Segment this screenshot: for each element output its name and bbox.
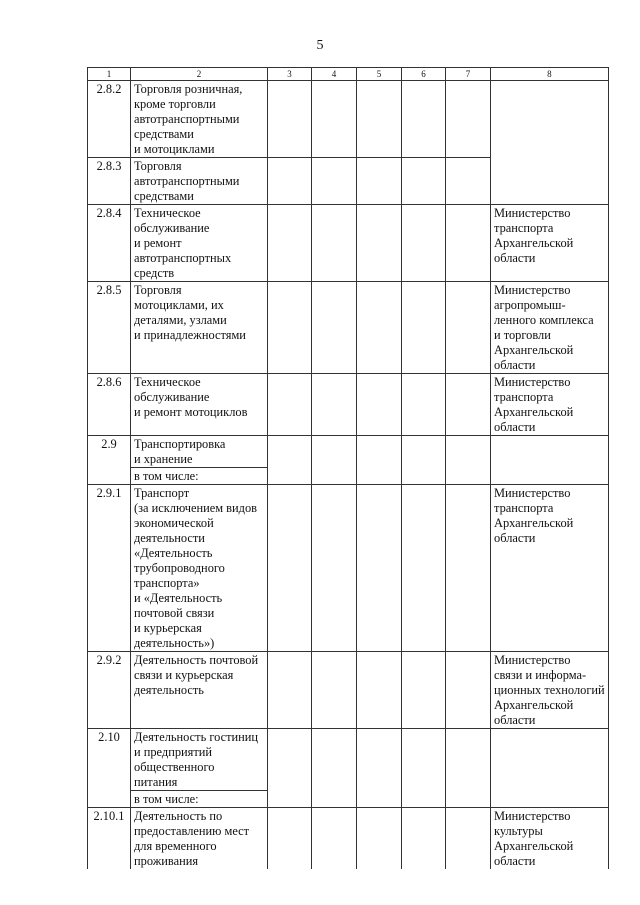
ministry-line: Архангельской: [494, 343, 574, 357]
ministry-line: и торговли: [494, 328, 551, 342]
row-code: 2.8.6: [88, 374, 131, 436]
row-value-cell: [402, 282, 446, 374]
activity-name-line: мотоциклами, их: [134, 298, 224, 312]
row-code: 2.10: [88, 729, 131, 808]
activity-name-line: Транспортировка: [134, 437, 226, 451]
row-value-cell: [357, 729, 402, 808]
row-value-cell: [312, 652, 357, 729]
row-value-cell: [357, 808, 402, 870]
row-code: 2.8.3: [88, 158, 131, 205]
row-value-cell: [268, 485, 312, 652]
ministry-line: транспорта: [494, 390, 554, 404]
ministry-line: транспорта: [494, 221, 554, 235]
activity-name-line: Торговля: [134, 283, 182, 297]
row-value-cell: [357, 485, 402, 652]
activity-name-line: трубопроводного: [134, 561, 225, 575]
table-row: [88, 808, 609, 870]
row-value-cell: [357, 436, 402, 485]
column-header: 2: [131, 68, 268, 81]
activity-name-line: и мотоциклами: [134, 142, 215, 156]
column-header: 3: [268, 68, 312, 81]
table-row: [88, 374, 609, 436]
row-value-cell: [357, 282, 402, 374]
row-ministry: [491, 282, 609, 374]
activity-name-line: деятельность»): [134, 636, 215, 650]
activity-name-line: автотранспортными: [134, 112, 240, 126]
row-value-cell: [268, 436, 312, 485]
activity-name-line: Торговля: [134, 159, 182, 173]
row-value-cell: [446, 436, 491, 485]
table-row: [88, 729, 609, 791]
column-header: 5: [357, 68, 402, 81]
row-value-cell: [446, 808, 491, 870]
activities-table: [87, 67, 609, 869]
row-activity-name: [131, 374, 268, 436]
ministry-line: области: [494, 251, 536, 265]
row-value-cell: [357, 374, 402, 436]
row-value-cell: [268, 158, 312, 205]
activity-name-line: обслуживание: [134, 390, 210, 404]
ministry-line: Архангельской: [494, 839, 574, 853]
activity-name-line: связи и курьерская: [134, 668, 234, 682]
row-activity-name: [131, 652, 268, 729]
row-value-cell: [312, 374, 357, 436]
activity-name-line: и ремонт мотоциклов: [134, 405, 248, 419]
row-value-cell: [268, 282, 312, 374]
row-value-cell: [312, 282, 357, 374]
row-value-cell: [357, 158, 402, 205]
activity-name-line: и ремонт: [134, 236, 182, 250]
table-row: [88, 282, 609, 374]
activity-name-line: почтовой связи: [134, 606, 215, 620]
ministry-line: Архангельской: [494, 236, 574, 250]
ministry-line: области: [494, 854, 536, 868]
row-value-cell: [446, 652, 491, 729]
activity-name-line: Техническое: [134, 375, 201, 389]
row-value-cell: [446, 485, 491, 652]
table-row: [88, 485, 609, 652]
activity-name-line: и хранение: [134, 452, 193, 466]
ministry-line: Министерство: [494, 375, 571, 389]
row-code: 2.8.4: [88, 205, 131, 282]
ministry-line: ционных технологий: [494, 683, 605, 697]
column-number-row: [88, 68, 609, 81]
row-activity-name: [131, 158, 268, 205]
row-value-cell: [312, 729, 357, 808]
row-value-cell: [357, 205, 402, 282]
subheader-label: в том числе:: [131, 791, 268, 808]
row-ministry: [491, 81, 609, 205]
activity-name-line: средствами: [134, 127, 194, 141]
row-value-cell: [446, 374, 491, 436]
row-code: 2.8.2: [88, 81, 131, 158]
row-value-cell: [402, 485, 446, 652]
activity-name-line: Транспорт: [134, 486, 190, 500]
row-value-cell: [446, 158, 491, 205]
row-code: 2.10.1: [88, 808, 131, 870]
activity-name-line: (за исключением видов: [134, 501, 257, 515]
activity-name-line: деятельность: [134, 683, 204, 697]
ministry-line: Министерство: [494, 653, 571, 667]
activity-name-line: и предприятий: [134, 745, 213, 759]
row-code: 2.9.1: [88, 485, 131, 652]
row-value-cell: [402, 158, 446, 205]
ministry-line: Министерство: [494, 486, 571, 500]
row-code: 2.8.5: [88, 282, 131, 374]
activity-name-line: и принадлежностями: [134, 328, 246, 342]
row-value-cell: [268, 81, 312, 158]
row-activity-name: [131, 282, 268, 374]
ministry-line: Министерство: [494, 283, 571, 297]
row-code: 2.9.2: [88, 652, 131, 729]
activity-name-line: для временного: [134, 839, 217, 853]
ministry-line: области: [494, 531, 536, 545]
row-ministry: [491, 485, 609, 652]
activity-name-line: экономической: [134, 516, 214, 530]
row-value-cell: [312, 205, 357, 282]
column-header: 6: [402, 68, 446, 81]
activity-name-line: транспорта»: [134, 576, 200, 590]
ministry-line: связи и информа-: [494, 668, 587, 682]
row-value-cell: [357, 652, 402, 729]
activity-name-line: Торговля розничная,: [134, 82, 243, 96]
ministry-line: области: [494, 420, 536, 434]
row-value-cell: [446, 81, 491, 158]
row-value-cell: [268, 374, 312, 436]
activity-name-line: «Деятельность: [134, 546, 213, 560]
row-value-cell: [312, 81, 357, 158]
row-value-cell: [446, 282, 491, 374]
row-activity-name: [131, 81, 268, 158]
activity-name-line: кроме торговли: [134, 97, 216, 111]
row-code: 2.9: [88, 436, 131, 485]
table-row: [88, 436, 609, 468]
activity-name-line: автотранспортных: [134, 251, 232, 265]
row-ministry: [491, 436, 609, 485]
row-activity-name: [131, 808, 268, 870]
activity-name-line: обслуживание: [134, 221, 210, 235]
row-value-cell: [402, 81, 446, 158]
ministry-line: транспорта: [494, 501, 554, 515]
row-value-cell: [312, 808, 357, 870]
row-activity-name: [131, 485, 268, 652]
activity-name-line: Деятельность почтовой: [134, 653, 259, 667]
activity-name-line: предоставлению мест: [134, 824, 250, 838]
row-ministry: [491, 729, 609, 808]
ministry-line: Архангельской: [494, 405, 574, 419]
row-ministry: [491, 374, 609, 436]
row-value-cell: [402, 436, 446, 485]
row-value-cell: [268, 729, 312, 808]
activity-name-line: и курьерская: [134, 621, 202, 635]
ministry-line: области: [494, 713, 536, 727]
activity-name-line: и «Деятельность: [134, 591, 223, 605]
column-header: 1: [88, 68, 131, 81]
ministry-line: Архангельской: [494, 698, 574, 712]
activity-name-line: общественного: [134, 760, 215, 774]
row-ministry: [491, 808, 609, 870]
activity-name-line: средств: [134, 266, 175, 280]
row-value-cell: [312, 436, 357, 485]
table-row: [88, 81, 609, 158]
ministry-line: ленного комплекса: [494, 313, 594, 327]
row-value-cell: [402, 205, 446, 282]
row-value-cell: [446, 205, 491, 282]
ministry-line: культуры: [494, 824, 543, 838]
activity-name-line: Техническое: [134, 206, 201, 220]
activity-name-line: деталями, узлами: [134, 313, 227, 327]
column-header: 4: [312, 68, 357, 81]
activity-name-line: автотранспортными: [134, 174, 240, 188]
row-value-cell: [402, 374, 446, 436]
ministry-line: Министерство: [494, 809, 571, 823]
ministry-line: Министерство: [494, 206, 571, 220]
ministry-line: Архангельской: [494, 516, 574, 530]
row-value-cell: [312, 485, 357, 652]
ministry-line: области: [494, 358, 536, 372]
activity-name-line: Деятельность гостиниц: [134, 730, 259, 744]
activity-name-line: Деятельность по: [134, 809, 223, 823]
row-ministry: [491, 205, 609, 282]
activity-name-line: питания: [134, 775, 178, 789]
page-number: 5: [316, 38, 324, 53]
column-header: 7: [446, 68, 491, 81]
activity-name-line: средствами: [134, 189, 194, 203]
column-header: 8: [491, 68, 609, 81]
row-value-cell: [312, 158, 357, 205]
row-value-cell: [402, 808, 446, 870]
row-value-cell: [402, 729, 446, 808]
row-value-cell: [446, 729, 491, 808]
table-row: [88, 205, 609, 282]
row-value-cell: [268, 652, 312, 729]
subheader-label: в том числе:: [131, 468, 268, 485]
row-value-cell: [268, 808, 312, 870]
table-row: [88, 652, 609, 729]
row-value-cell: [357, 81, 402, 158]
row-activity-name: [131, 436, 268, 468]
row-value-cell: [402, 652, 446, 729]
row-value-cell: [268, 205, 312, 282]
ministry-line: агропромыш-: [494, 298, 566, 312]
row-activity-name: [131, 729, 268, 791]
activity-name-line: деятельности: [134, 531, 205, 545]
row-activity-name: [131, 205, 268, 282]
row-ministry: [491, 652, 609, 729]
activity-name-line: проживания: [134, 854, 199, 868]
